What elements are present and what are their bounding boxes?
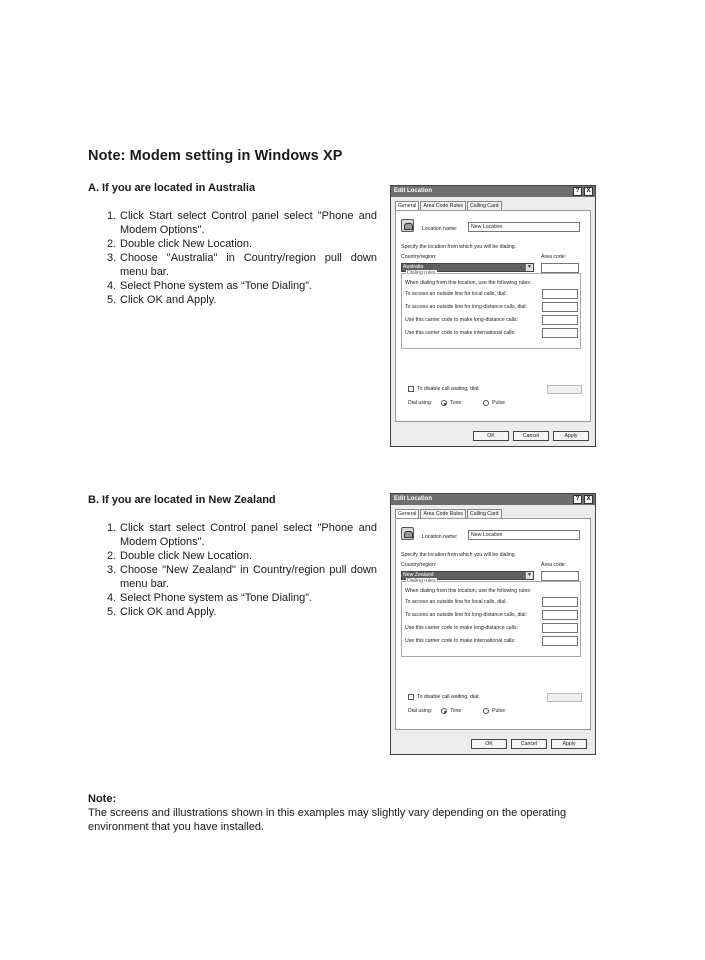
area-code-input[interactable] — [541, 571, 579, 581]
step-item — [107, 605, 377, 619]
page-title: Note: Modem setting in Windows XP — [88, 148, 343, 164]
step-number: 5. — [107, 294, 117, 306]
ok-button[interactable]: OK — [473, 431, 509, 441]
step-item — [107, 237, 377, 251]
dialing-rules-group — [401, 270, 581, 349]
step-item — [107, 521, 377, 549]
edit-location-dialog-b — [390, 493, 596, 755]
tone-label: Tone — [450, 708, 462, 714]
dialog-title: Edit Location — [394, 496, 432, 502]
ok-button[interactable]: OK — [471, 739, 507, 749]
step-number: 1. — [107, 522, 117, 534]
close-button[interactable]: X — [584, 187, 593, 196]
apply-button[interactable]: Apply — [551, 739, 587, 749]
step-number: 5. — [107, 606, 117, 618]
pulse-label: Pulse — [492, 400, 505, 406]
rule-carrier-intl-label: Use this carrier code to make international calls: — [405, 638, 516, 644]
step-item — [107, 209, 377, 237]
tab-area-code-rules[interactable]: Area Code Rules — [420, 201, 466, 210]
area-code-label: Area code: — [541, 254, 567, 260]
step-text: Click OK and Apply. — [120, 294, 217, 306]
phone-icon — [401, 219, 414, 232]
rule-long-distance-label: To access an outside line for long-distance calls, dial: — [405, 612, 527, 618]
dial-using-label: Dial using: — [408, 400, 433, 406]
help-button[interactable]: ? — [573, 495, 582, 504]
rule-local-label: To access an outside line for local calls, dial: — [405, 599, 507, 605]
note-text: The screens and illustrations shown in this examples may slightly vary depending on the operating environment that you have installed. — [88, 807, 567, 833]
country-label: Country/region: — [401, 254, 437, 260]
step-item — [107, 563, 377, 591]
tone-radio[interactable] — [441, 708, 447, 714]
pulse-label: Pulse — [492, 708, 505, 714]
location-name-label: Location name: — [422, 534, 458, 540]
rule-carrier-intl-input[interactable] — [542, 328, 578, 338]
step-item — [107, 549, 377, 563]
country-value: Australia — [403, 264, 424, 270]
step-number: 3. — [107, 564, 117, 576]
chevron-down-icon: ▼ — [525, 572, 533, 579]
rule-long-distance-input[interactable] — [542, 302, 578, 312]
dialing-rules-group — [401, 578, 581, 657]
chevron-down-icon: ▼ — [525, 264, 533, 271]
step-text: Choose "Australia" in Country/region pull down menu bar. — [120, 252, 377, 278]
rule-local-label: To access an outside line for local calls, dial: — [405, 291, 507, 297]
tab-general[interactable]: General — [395, 509, 419, 518]
rule-carrier-ld-input[interactable] — [542, 623, 578, 633]
dialog-titlebar — [391, 494, 595, 505]
dialog-title: Edit Location — [394, 188, 432, 194]
area-code-label: Area code: — [541, 562, 567, 568]
rule-long-distance-label: To access an outside line for long-distance calls, dial: — [405, 304, 527, 310]
disable-call-waiting-label: To disable call waiting, dial: — [417, 386, 480, 392]
section-b-steps — [107, 521, 377, 619]
rule-long-distance-input[interactable] — [542, 610, 578, 620]
step-text: Double click New Location. — [120, 550, 253, 562]
step-item — [107, 279, 377, 293]
general-panel — [395, 210, 591, 422]
dialing-rules-label: Dialing rules — [407, 270, 436, 276]
step-number: 1. — [107, 210, 117, 222]
when-dialing-text: When dialing from this location, use the following rules: — [405, 280, 532, 286]
dialing-rules-label: Dialing rules — [407, 578, 436, 584]
tab-general[interactable]: General — [395, 201, 419, 210]
phone-icon — [401, 527, 414, 540]
country-label: Country/region: — [401, 562, 437, 568]
specify-text: Specify the location from which you will be dialing. — [401, 244, 517, 250]
tab-area-code-rules[interactable]: Area Code Rules — [420, 509, 466, 518]
tab-calling-card[interactable]: Calling Card — [467, 201, 502, 210]
step-text: Select Phone system as “Tone Dialing”. — [120, 592, 312, 604]
when-dialing-text: When dialing from this location, use the following rules: — [405, 588, 532, 594]
location-name-input[interactable]: New Location — [468, 530, 580, 540]
section-a-steps — [107, 209, 377, 307]
area-code-input[interactable] — [541, 263, 579, 273]
tab-calling-card[interactable]: Calling Card — [467, 509, 502, 518]
dialog-tabs — [395, 509, 503, 518]
dialog-titlebar — [391, 186, 595, 197]
location-name-label: Location name: — [422, 226, 458, 232]
rule-carrier-ld-label: Use this carrier code to make long-distance calls: — [405, 317, 519, 323]
rule-carrier-intl-input[interactable] — [542, 636, 578, 646]
disable-call-waiting-checkbox[interactable] — [408, 694, 414, 700]
step-number: 3. — [107, 252, 117, 264]
step-text: Select Phone system as “Tone Dialing”. — [120, 280, 312, 292]
pulse-radio[interactable] — [483, 708, 489, 714]
section-a-heading: A. If you are located in Australia — [88, 182, 256, 194]
rule-local-input[interactable] — [542, 289, 578, 299]
step-item — [107, 293, 377, 307]
rule-carrier-ld-label: Use this carrier code to make long-distance calls: — [405, 625, 519, 631]
step-text: Choose "New Zealand" in Country/region pull down menu bar. — [120, 564, 377, 590]
cancel-button[interactable]: Cancel — [511, 739, 547, 749]
dial-using-label: Dial using: — [408, 708, 433, 714]
rule-local-input[interactable] — [542, 597, 578, 607]
disable-call-waiting-checkbox[interactable] — [408, 386, 414, 392]
tone-radio[interactable] — [441, 400, 447, 406]
step-number: 2. — [107, 238, 117, 250]
dialog-tabs — [395, 201, 503, 210]
specify-text: Specify the location from which you will be dialing. — [401, 552, 517, 558]
call-waiting-select[interactable] — [547, 693, 582, 702]
step-text: Click Start select Control panel select "Phone and Modem Options". — [120, 210, 377, 236]
edit-location-dialog-a — [390, 185, 596, 447]
rule-carrier-intl-label: Use this carrier code to make international calls: — [405, 330, 516, 336]
general-panel — [395, 518, 591, 730]
help-button[interactable]: ? — [573, 187, 582, 196]
section-b-heading: B. If you are located in New Zealand — [88, 494, 276, 506]
rule-carrier-ld-input[interactable] — [542, 315, 578, 325]
tone-label: Tone — [450, 400, 462, 406]
step-text: Click start select Control panel select "Phone and Modem Options". — [120, 522, 377, 548]
disable-call-waiting-label: To disable call waiting, dial: — [417, 694, 480, 700]
note-heading: Note: — [88, 793, 117, 805]
step-number: 2. — [107, 550, 117, 562]
step-item — [107, 591, 377, 605]
step-item — [107, 251, 377, 279]
close-button[interactable]: X — [584, 495, 593, 504]
pulse-radio[interactable] — [483, 400, 489, 406]
country-value: New Zealand — [403, 572, 434, 578]
apply-button[interactable]: Apply — [553, 431, 589, 441]
location-name-input[interactable]: New Location — [468, 222, 580, 232]
call-waiting-select[interactable] — [547, 385, 582, 394]
cancel-button[interactable]: Cancel — [513, 431, 549, 441]
step-number: 4. — [107, 280, 117, 292]
step-text: Click OK and Apply. — [120, 606, 217, 618]
step-number: 4. — [107, 592, 117, 604]
step-text: Double click New Location. — [120, 238, 253, 250]
